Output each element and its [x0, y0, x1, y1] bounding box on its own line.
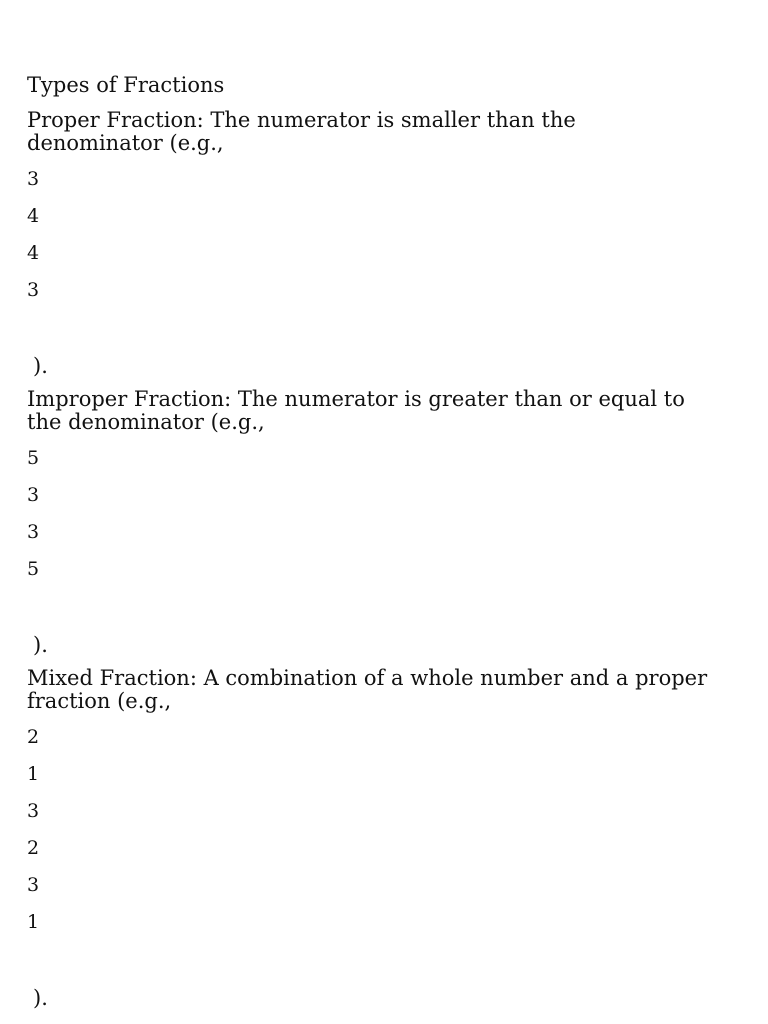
mixed-fraction-description: Mixed Fraction: A combination of a whole number and a proper fraction (e.g.,	[27, 666, 708, 713]
spacer	[27, 595, 717, 633]
closing-parenthesis: ).	[33, 986, 48, 1010]
example-number: 1	[27, 911, 40, 933]
example-number: 4	[27, 205, 40, 227]
section-proper-fraction	[27, 109, 717, 378]
example-number: 2	[27, 837, 40, 859]
closing-parenthesis: ).	[33, 354, 48, 378]
example-number: 4	[27, 242, 40, 264]
section-mixed-fraction	[27, 667, 717, 1010]
example-number: 2	[27, 726, 40, 748]
example-number: 3	[27, 168, 40, 190]
closing-parenthesis: ).	[33, 633, 48, 657]
spacer	[27, 316, 717, 354]
document-page	[27, 72, 717, 1020]
spacer	[27, 948, 717, 986]
improper-fraction-description: Improper Fraction: The numerator is greater than or equal to the denominator (e.g.,	[27, 387, 685, 434]
example-number: 5	[27, 558, 40, 580]
example-number: 3	[27, 874, 40, 896]
example-number: 5	[27, 447, 40, 469]
page-title: Types of Fractions	[27, 73, 225, 97]
section-improper-fraction	[27, 388, 717, 657]
example-number: 3	[27, 279, 40, 301]
example-number: 3	[27, 800, 40, 822]
example-number: 3	[27, 484, 40, 506]
example-number: 1	[27, 763, 40, 785]
example-number: 3	[27, 521, 40, 543]
proper-fraction-description: Proper Fraction: The numerator is smaller than the denominator (e.g.,	[27, 108, 576, 155]
